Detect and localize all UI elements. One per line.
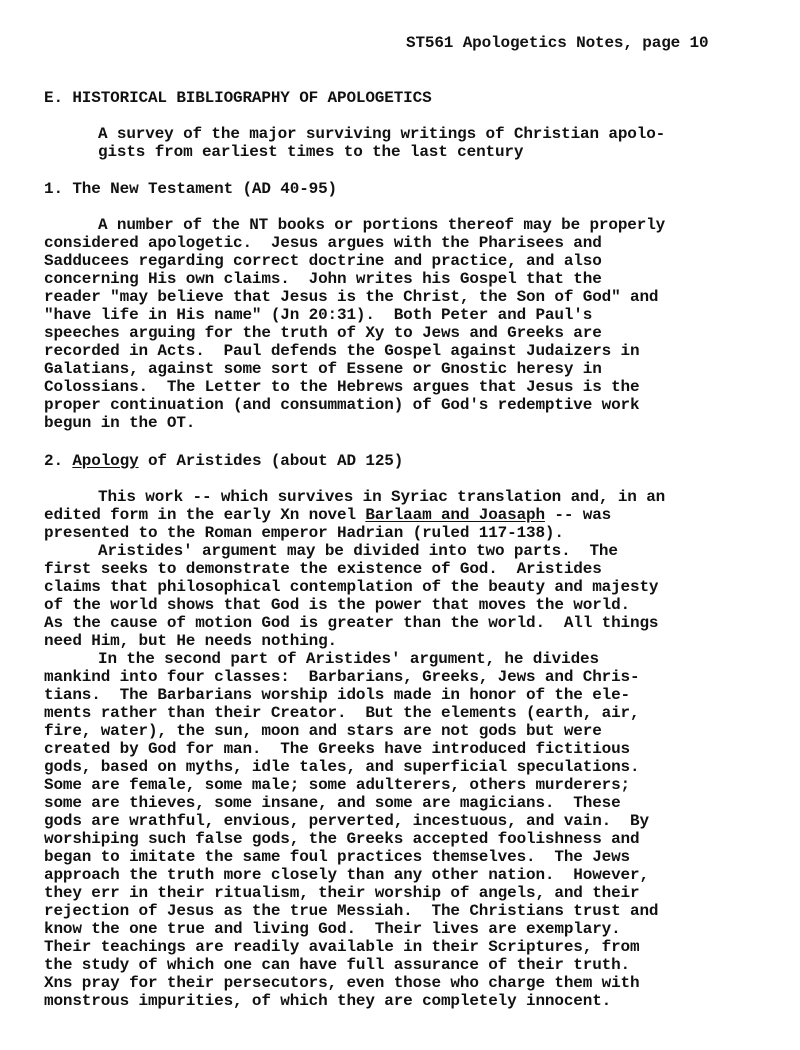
paragraph-line: tians. The Barbarians worship idols made in honor of the ele- — [44, 686, 630, 704]
item-number: 2. — [44, 452, 73, 470]
paragraph-line: Sadducees regarding correct doctrine and practice, and also — [44, 252, 602, 270]
paragraph-line: considered apologetic. Jesus argues with the Pharisees and — [44, 234, 602, 252]
text-run: edited form in the early Xn novel — [44, 506, 366, 524]
paragraph-line: In the second part of Aristides' argument, he divides — [98, 650, 599, 668]
section-heading: E. HISTORICAL BIBLIOGRAPHY OF APOLOGETICS — [44, 89, 432, 107]
paragraph-line: speeches arguing for the truth of Xy to Jews and Greeks are — [44, 324, 602, 342]
paragraph-line: Xns pray for their persecutors, even those who charge them with — [44, 974, 640, 992]
paragraph-line: Aristides' argument may be divided into two parts. The — [98, 542, 618, 560]
paragraph-line: This work -- which survives in Syriac translation and, in an — [98, 488, 666, 506]
work-title: Apology — [72, 452, 139, 470]
paragraph-line: As the cause of motion God is greater than the world. All things — [44, 614, 659, 632]
paragraph-line: fire, water), the sun, moon and stars are not gods but were — [44, 722, 602, 740]
paragraph-line: Their teachings are readily available in their Scriptures, from — [44, 938, 640, 956]
paragraph-line: A number of the NT books or portions thereof may be properly — [98, 216, 666, 234]
paragraph-line: began to imitate the same foul practices themselves. The Jews — [44, 848, 630, 866]
paragraph-line: of the world shows that God is the power that moves the world. — [44, 596, 630, 614]
item-heading: 1. The New Testament (AD 40-95) — [44, 180, 337, 198]
paragraph-line: Some are female, some male; some adulterers, others murderers; — [44, 776, 630, 794]
paragraph-line: begun in the OT. — [44, 414, 196, 432]
paragraph-line: they err in their ritualism, their worship of angels, and their — [44, 884, 640, 902]
paragraph-line: proper continuation (and consummation) of God's redemptive work — [44, 396, 640, 414]
paragraph-line: monstrous impurities, of which they are completely innocent. — [44, 992, 612, 1010]
paragraph-line: "have life in His name" (Jn 20:31). Both Peter and Paul's — [44, 306, 593, 324]
paragraph-line: presented to the Roman emperor Hadrian (ruled 117-138). — [44, 524, 564, 542]
paragraph-line: mankind into four classes: Barbarians, Greeks, Jews and Chris- — [44, 668, 640, 686]
paragraph-line — [44, 506, 611, 524]
paragraph-line: claims that philosophical contemplation of the beauty and majesty — [44, 578, 659, 596]
paragraph-line: the study of which one can have full assurance of their truth. — [44, 956, 630, 974]
paragraph-line: Galatians, against some sort of Essene or Gnostic heresy in — [44, 360, 602, 378]
paragraph-line: first seeks to demonstrate the existence of God. Aristides — [44, 560, 602, 578]
paragraph-line: created by God for man. The Greeks have introduced fictitious — [44, 740, 630, 758]
paragraph-line: Colossians. The Letter to the Hebrews argues that Jesus is the — [44, 378, 640, 396]
intro-line: A survey of the major surviving writings of Christian apolo- — [98, 125, 666, 143]
running-header: ST561 Apologetics Notes, page 10 — [406, 34, 709, 52]
text-run: -- was — [544, 506, 612, 524]
item-heading — [44, 452, 403, 470]
work-title: Barlaam and Joasaph — [365, 506, 545, 524]
paragraph-line: rejection of Jesus as the true Messiah. The Christians trust and — [44, 902, 659, 920]
paragraph-line: ments rather than their Creator. But the elements (earth, air, — [44, 704, 640, 722]
paragraph-line: gods are wrathful, envious, perverted, incestuous, and vain. By — [44, 812, 649, 830]
paragraph-line: need Him, but He needs nothing. — [44, 632, 337, 650]
paragraph-line: recorded in Acts. Paul defends the Gospel against Judaizers in — [44, 342, 640, 360]
paragraph-line: know the one true and living God. Their lives are exemplary. — [44, 920, 621, 938]
paragraph-line: gods, based on myths, idle tales, and superficial speculations. — [44, 758, 640, 776]
paragraph-line: some are thieves, some insane, and some are magicians. These — [44, 794, 621, 812]
paragraph-line: concerning His own claims. John writes his Gospel that the — [44, 270, 602, 288]
item-heading-rest: of Aristides (about AD 125) — [138, 452, 404, 470]
paragraph-line: worshiping such false gods, the Greeks accepted foolishness and — [44, 830, 640, 848]
intro-line: gists from earliest times to the last century — [98, 143, 524, 161]
paragraph-line: approach the truth more closely than any other nation. However, — [44, 866, 649, 884]
paragraph-line: reader "may believe that Jesus is the Christ, the Son of God" and — [44, 288, 659, 306]
